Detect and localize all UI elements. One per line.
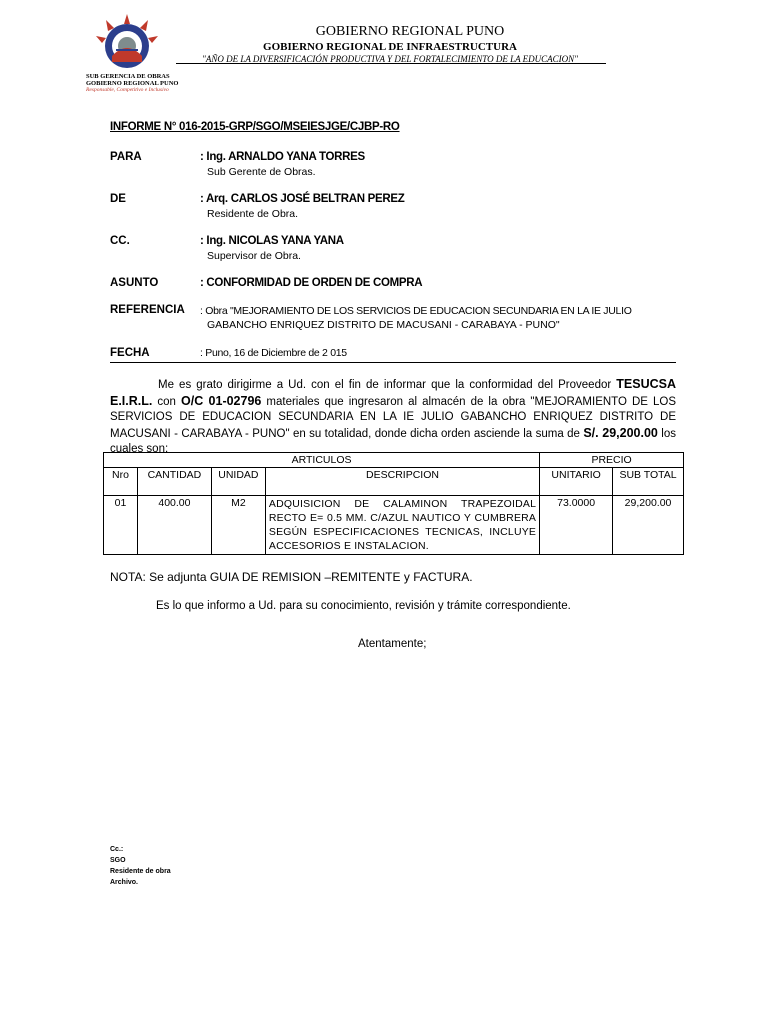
header-divider [176,63,606,64]
cell-descripcion: ADQUISICION DE CALAMINON TRAPEZOIDAL RECTO E= 0.5 MM. C/AZUL NAUTICO Y CUMBRERA SEGÚN ESPECIFICACIONES TECNICAS, INCLUYE ACCESORIOS E INSTALACION. [265,496,539,555]
letterhead-motto: "AÑO DE LA DIVERSIFICACIÓN PRODUCTIVA Y DEL FORTALECIMIENTO DE LA EDUCACION" [202,54,578,64]
col-nro: Nro [104,468,138,496]
referencia-line-1: : Obra "MEJORAMIENTO DE LOS SERVICIOS DE EDUCACION SECUNDARIA EN LA IE JULIO [200,305,632,317]
cc-item: SGO [110,857,126,864]
para-role: Sub Gerente de Obras. [207,166,316,178]
body-text-c: materiales que ingresaron al almacén de la obra "MEJORAMIENTO DE LOS SERVICIOS DE EDUCACION SECUNDARIA EN LA IE JULIO GABANCHO ENRIQUEZ DISTRITO DE MACUSANI - CARABAYA - PUNO" en su totalidad, donde dicha orden asciende la suma de [110,395,677,440]
para-label: PARA [110,151,142,163]
order-amount: S/. 29,200.00 [583,425,658,440]
col-cantidad: CANTIDAD [137,468,211,496]
cc-name: : Ing. NICOLAS YANA YANA [200,235,344,247]
cell-cantidad: 400.00 [137,496,211,555]
de-label: DE [110,193,126,205]
cell-nro: 01 [104,496,138,555]
body-text-b: con [152,395,181,408]
fecha-value: : Puno, 16 de Diciembre de 2 015 [200,347,347,359]
cell-subtotal: 29,200.00 [613,496,684,555]
table-group-header [104,453,684,468]
body-paragraph [110,377,676,458]
logo-caption [86,73,179,94]
body-text-d: los cuales son: [110,427,676,455]
attachment-note: NOTA: Se adjunta GUIA DE REMISION –REMITENTE y FACTURA. [110,570,473,584]
referencia-line-2: GABANCHO ENRIQUEZ DISTRITO DE MACUSANI - CARABAYA - PUNO" [207,319,560,331]
items-table [103,452,684,555]
report-number: INFORME N° 016-2015-GRP/SGO/MSEIESJGE/CJBP-RO [110,121,400,133]
referencia-label: REFERENCIA [110,304,185,316]
sign-off: Atentamente; [358,638,427,650]
cc-item: Residente de obra [110,868,171,875]
logo-emblem [86,10,168,74]
cell-unitario: 73.0000 [540,496,613,555]
de-role: Residente de Obra. [207,208,299,220]
letterhead-title: GOBIERNO REGIONAL PUNO [315,24,505,39]
memo-divider [110,362,676,363]
purchase-order: O/C 01-02796 [181,393,262,408]
para-name: : Ing. ARNALDO YANA TORRES [200,151,365,163]
cc-item: Archivo. [110,879,139,886]
cc-label: CC. [110,235,130,247]
col-unidad: UNIDAD [211,468,265,496]
logo-line-2: GOBIERNO REGIONAL PUNO [86,80,179,87]
logo-line-1: SUB GERENCIA DE OBRAS [86,73,170,80]
cc-item: Cc.: [110,846,124,853]
cc-list [110,844,171,888]
body-text-a: Me es grato dirigirme a Ud. con el fin de informar que la conformidad del Proveedor [158,379,617,391]
precio-header: PRECIO [540,453,684,468]
asunto-label: ASUNTO [110,277,159,289]
asunto-value: : CONFORMIDAD DE ORDEN DE COMPRA [200,277,423,289]
articulos-header: ARTICULOS [104,453,540,468]
cell-unidad: M2 [211,496,265,555]
col-subtotal: SUB TOTAL [613,468,684,496]
col-unitario: UNITARIO [540,468,613,496]
letterhead-subtitle: GOBIERNO REGIONAL DE INFRAESTRUCTURA [263,41,517,53]
supplier-name: TESUCSA E.I.R.L. [110,377,676,408]
col-descripcion: DESCRIPCION [265,468,539,496]
logo-tagline: Responsable, Competitivo e Inclusivo [86,87,169,93]
de-name: : Arq. CARLOS JOSÉ BELTRAN PEREZ [200,193,405,205]
table-column-header [104,468,684,496]
table-row [104,496,684,555]
fecha-label: FECHA [110,347,150,359]
closing-statement: Es lo que informo a Ud. para su conocimiento, revisión y trámite correspondiente. [156,600,571,612]
cc-role: Supervisor de Obra. [207,250,301,262]
